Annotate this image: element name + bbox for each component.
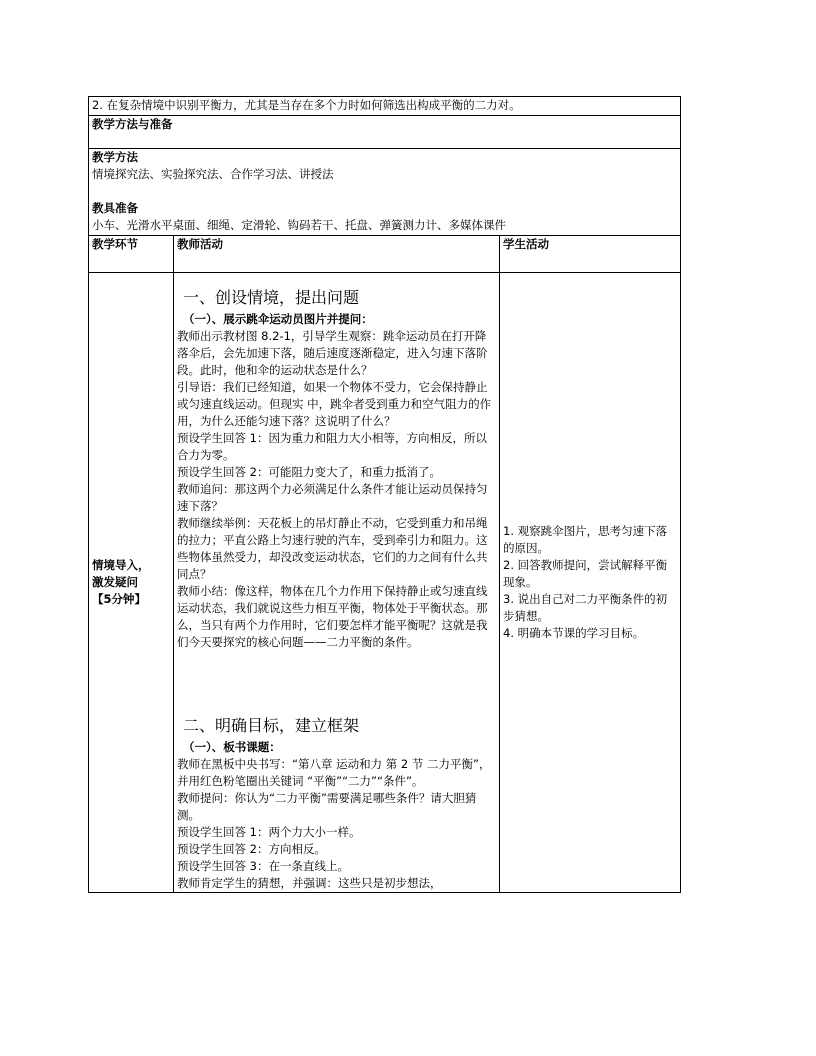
stage-line-1: 情境导入，: [92, 558, 150, 572]
section2-subtitle: （一）、板书课题：: [183, 740, 281, 754]
method-heading: 教学方法与准备: [89, 116, 681, 149]
student-activity-item: 4. 明确本节课的学习目标。: [503, 626, 645, 640]
section1-paragraph: 预设学生回答 1：因为重力和阻力大小相等，方向相反，所以合力为零。: [177, 431, 487, 462]
method-body: [89, 149, 681, 236]
tools-value: 小车、光滑水平桌面、细绳、定滑轮、钩码若干、托盘、弹簧测力计、多媒体课件: [92, 218, 506, 232]
student-cell: [500, 273, 681, 893]
section2-paragraph: 教师提问：你认为“二力平衡”需要满足哪些条件？请大胆猜测。: [177, 791, 477, 822]
student-activity-item: 1. 观察跳伞图片，思考匀速下落的原因。: [503, 524, 668, 555]
section2-paragraph: 预设学生回答 3：在一条直线上。: [177, 859, 349, 873]
teacher-cell: [174, 273, 500, 893]
section2-paragraph: 预设学生回答 2：方向相反。: [177, 842, 326, 856]
methods-label: 教学方法: [92, 150, 138, 164]
lesson-plan-page: [88, 96, 680, 893]
stage-cell: [89, 273, 174, 893]
section1-subtitle: （一）、展示跳伞运动员图片并提问：: [183, 312, 373, 326]
stage-duration: 【5分钟】: [92, 592, 147, 606]
objective-row: [89, 97, 681, 116]
section1-title: 一、创设情境，提出问题: [183, 288, 360, 307]
section2-title: 二、明确目标，建立框架: [183, 716, 360, 735]
section1-paragraph: 引导语：我们已经知道，如果一个物体不受力，它会保持静止或匀速直线运动。但现实 中，跳伞者受到重力和空气阻力的作用，为什么还能匀速下落？这说明了什么？: [177, 380, 492, 428]
section1-paragraph: 教师小结：像这样，物体在几个力作用下保持静止或匀速直线运动状态，我们就说这些力相互平衡，物体处于平衡状态。那么，当只有两个力作用时，它们要怎样才能平衡呢？这就是我们今天要探究的核心问题——二力平衡的条件。: [177, 584, 488, 649]
stage-line-2: 激发疑问: [92, 575, 138, 589]
stage-row: [89, 273, 681, 893]
section1-paragraph: 教师追问：那这两个力必须满足什么条件才能让运动员保持匀速下落？: [177, 482, 488, 513]
method-body-row: [89, 149, 681, 236]
column-header-row: [89, 236, 681, 273]
methods-value: 情境探究法、实验探究法、合作学习法、讲授法: [92, 167, 334, 181]
header-teacher: 教师活动: [174, 236, 500, 273]
header-stage: 教学环节: [89, 236, 174, 273]
section2-paragraph: 教师在黑板中央书写：“第八章 运动和力 第 2 节 二力平衡”，并用红色粉笔圈出关键词 “平衡”“二力”“条件”。: [177, 757, 491, 788]
tools-label: 教具准备: [92, 201, 138, 215]
section2-paragraph: 教师肯定学生的猜想，并强调：这些只是初步想法，: [177, 876, 442, 890]
objective-text: 2. 在复杂情境中识别平衡力，尤其是当存在多个力时如何筛选出构成平衡的二力对。: [89, 97, 681, 116]
student-activity-item: 2. 回答教师提问，尝试解释平衡现象。: [503, 558, 668, 589]
section2-paragraph: 预设学生回答 1：两个力大小一样。: [177, 825, 361, 839]
method-heading-row: [89, 116, 681, 149]
section1-paragraph: 教师出示教材图 8.2-1，引导学生观察：跳伞运动员在打开降落伞后，会先加速下落，随后速度逐渐稳定，进入匀速下落阶段。此时，他和伞的运动状态是什么？: [177, 329, 488, 377]
section1-paragraph: 预设学生回答 2：可能阻力变大了，和重力抵消了。: [177, 465, 441, 479]
header-student: 学生活动: [500, 236, 681, 273]
section1-paragraph: 教师继续举例：天花板上的吊灯静止不动，它受到重力和吊绳的拉力；平直公路上匀速行驶的汽车，受到牵引力和阻力。这些物体虽然受力，却没改变运动状态，它们的力之间有什么共同点？: [177, 516, 488, 581]
lesson-plan-table: [88, 96, 681, 893]
student-activity-item: 3. 说出自己对二力平衡条件的初步猜想。: [503, 592, 668, 623]
